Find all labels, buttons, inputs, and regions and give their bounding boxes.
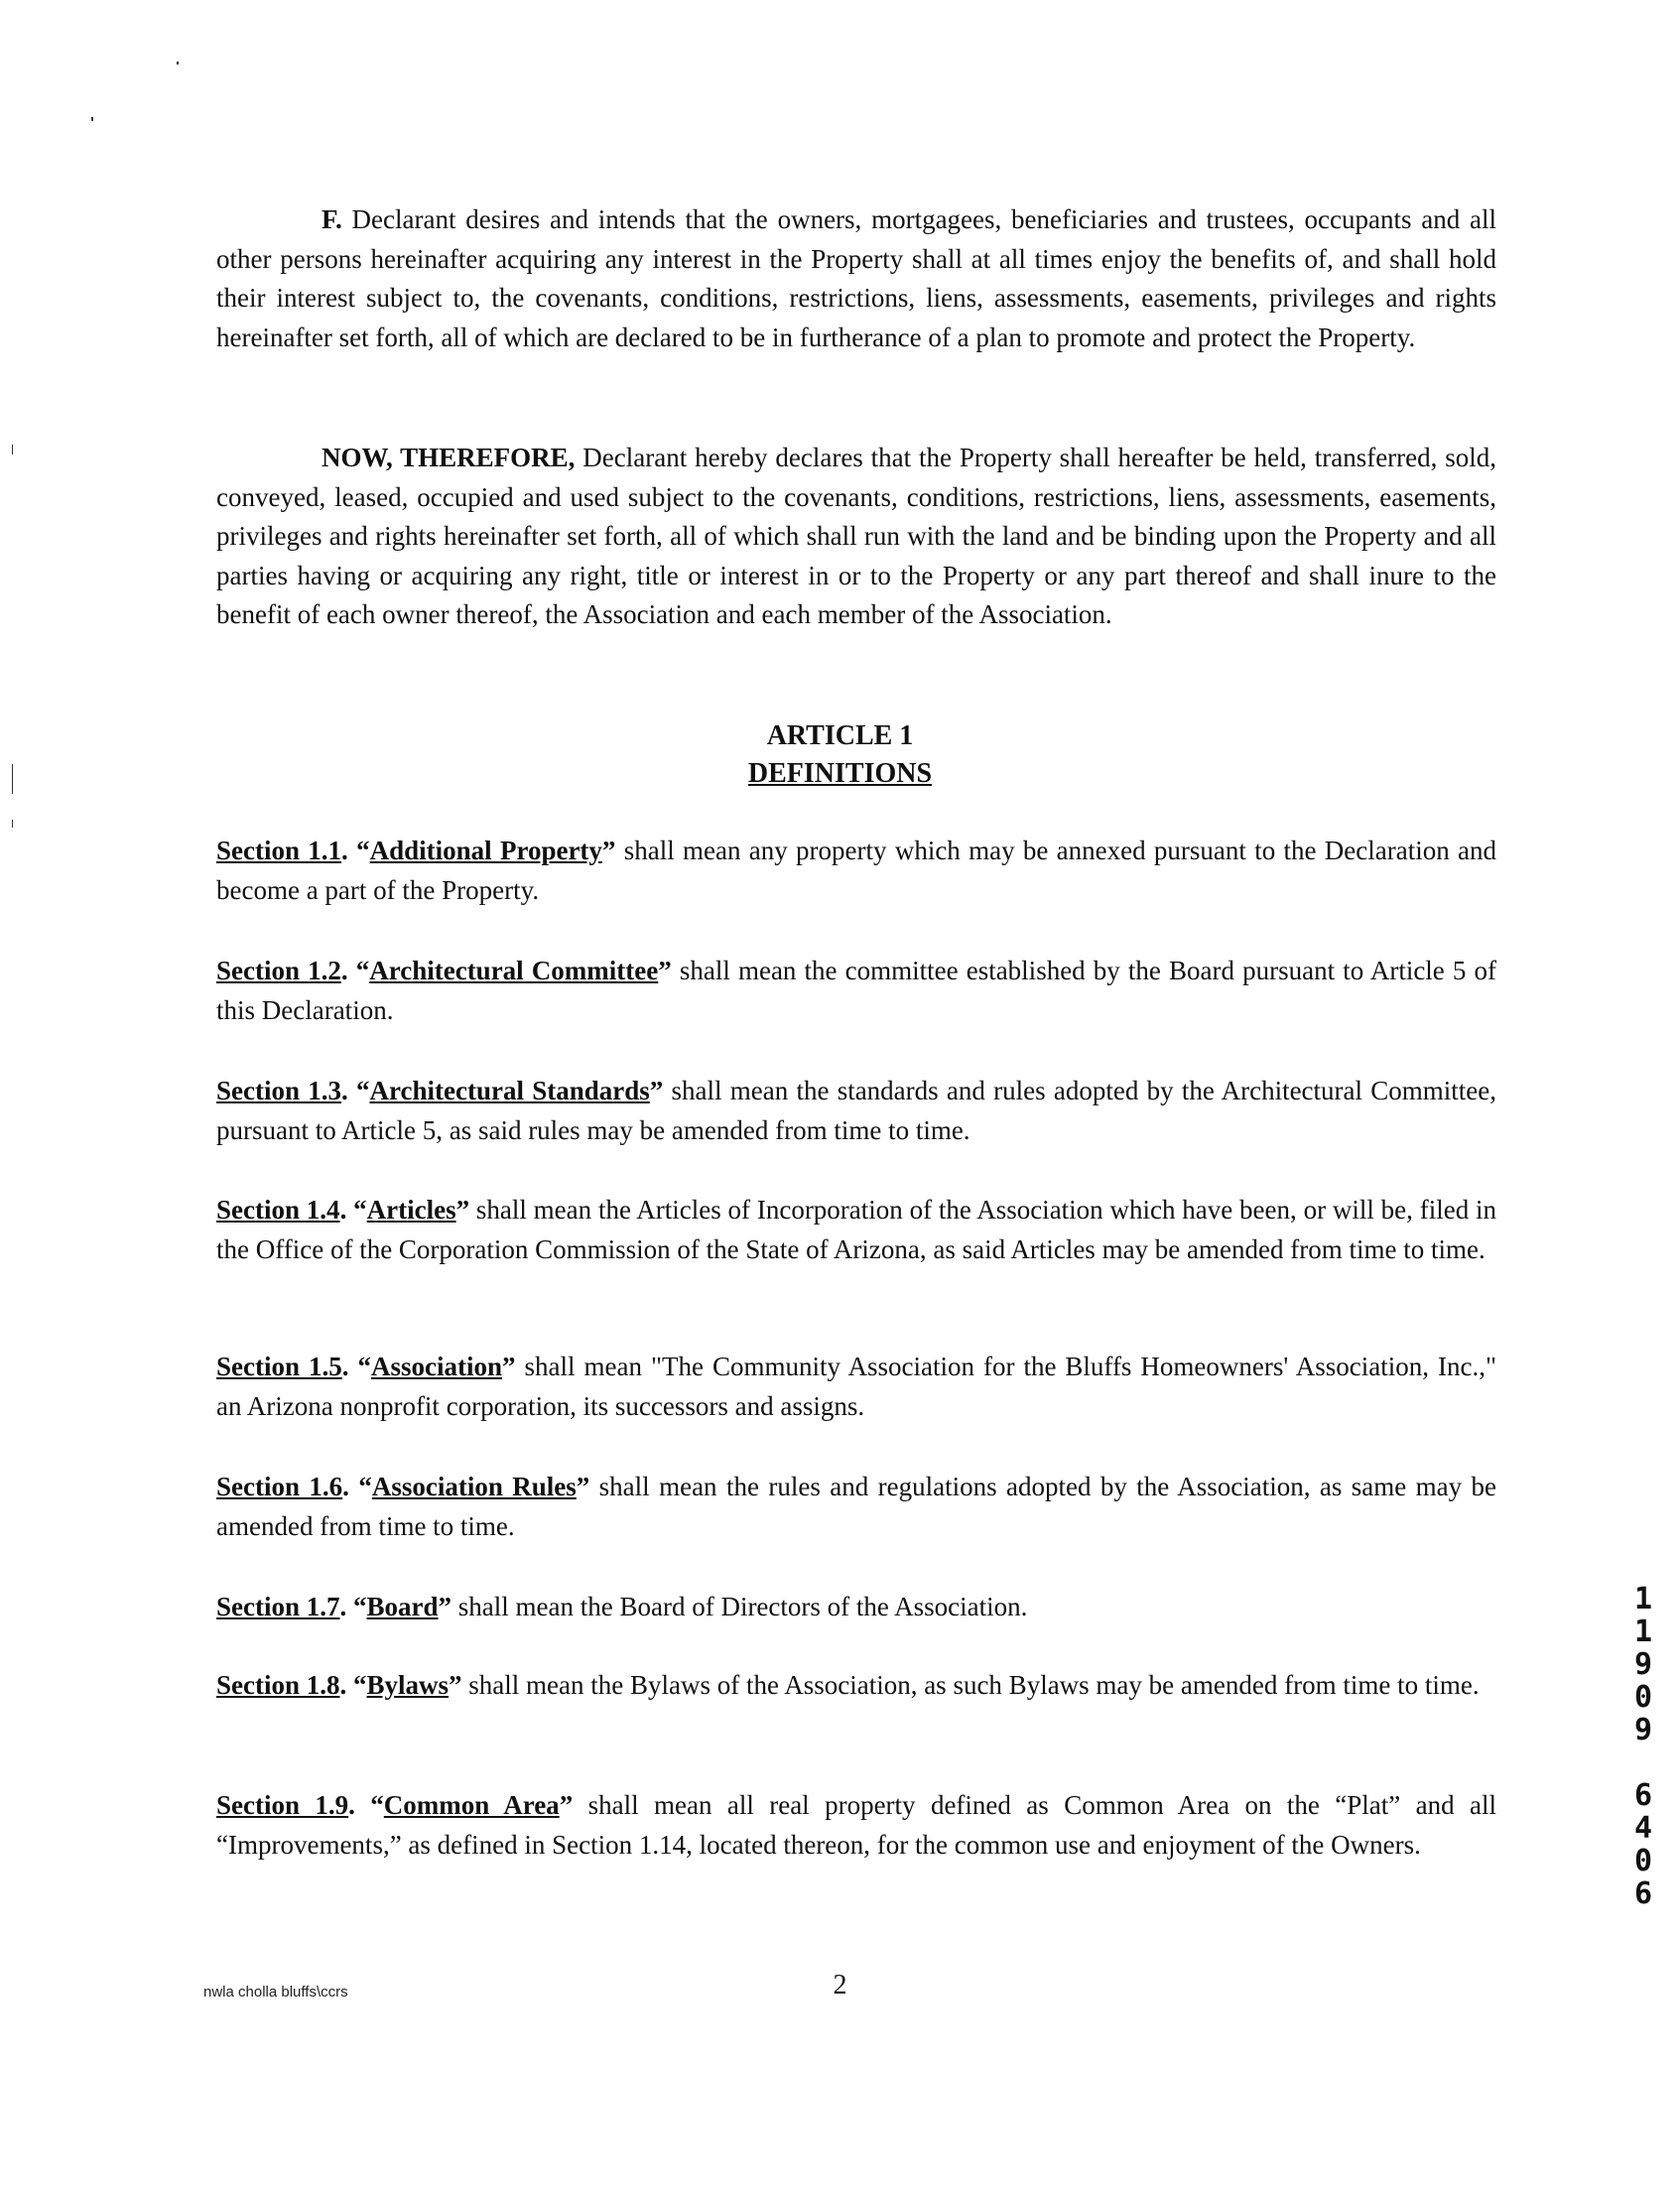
defined-term: Association Rules (371, 1472, 577, 1501)
page-number: 2 (833, 1970, 847, 2001)
section-label: Section 1.5 (216, 1352, 342, 1381)
defined-term: Bylaws (366, 1670, 450, 1700)
stamp-gap (1623, 1746, 1663, 1779)
section-label: Section 1.8 (216, 1670, 340, 1700)
section-text: shall mean the standards and rules adopted by the Architectural Committee, pursuant to Article 5, as said rules may be amended from time to time. (216, 1076, 1497, 1145)
section-1-7: Section 1.7. “Board” shall mean the Board of Directors of the Association. (216, 1592, 1028, 1621)
stamp-digit: 1 (1633, 1614, 1653, 1649)
now-therefore-lead: NOW, THEREFORE, (322, 443, 576, 472)
defined-term: Board (366, 1592, 439, 1621)
paragraph-f (216, 200, 1496, 357)
now-therefore-text: Declarant hereby declares that the Property shall hereafter be held, transferred, sold, conveyed, leased, occupied and used subject to the covenants, conditions, restrictions, liens, assessments, easements, privileges and rights hereinafter set forth, all of which shall run with the land and be binding upon the Property and all parties having or acquiring any right, title or interest in or to the Property or any part thereof and shall inure to the benefit of each owner thereof, the Association and each member of the Association. (216, 443, 1497, 629)
section-label: Section 1.6 (216, 1472, 343, 1501)
section-1-6: Section 1.6. “Association Rules” shall mean the rules and regulations adopted by the Association, as same may be amended from time to time. (216, 1472, 1497, 1541)
article-title: ARTICLE 1 (766, 720, 914, 751)
article-subtitle: DEFINITIONS (747, 758, 933, 789)
defined-term: Architectural Standards (369, 1076, 650, 1105)
scan-mark (12, 820, 13, 828)
section-label: Section 1.3 (216, 1076, 341, 1105)
stamp-digit: 0 (1633, 1844, 1653, 1878)
stamp-digit: 0 (1633, 1680, 1653, 1715)
section-1-4: Section 1.4. “Articles” shall mean the Articles of Incorporation of the Association which have been, or will be, filed in the Office of the Corporation Commission of the State of Arizona, as said Articles may be amended from time to time. (216, 1195, 1497, 1264)
stamp-digit: 1 (1633, 1582, 1653, 1616)
defined-term: Articles (366, 1195, 456, 1225)
section-text: shall mean the rules and regulations adopted by the Association, as same may be amended from time to time. (216, 1472, 1497, 1541)
scan-mark (91, 117, 93, 121)
section-label: Section 1.4 (216, 1195, 340, 1225)
stamp-digit: 4 (1633, 1811, 1653, 1846)
stamp-digit: 9 (1633, 1713, 1653, 1747)
recording-stamp (1623, 1583, 1663, 1910)
section-text: shall mean the Articles of Incorporation of the Association which have been, or will be, filed in the Office of the Corporation Commission of the State of Arizona, as said Articles may be amended from time to time. (216, 1195, 1497, 1264)
stamp-digit: 9 (1633, 1647, 1653, 1682)
defined-term: Additional Property (369, 836, 602, 865)
paragraph-f-text: Declarant desires and intends that the owners, mortgagees, beneficiaries and trustees, occupants and all other persons hereinafter acquiring any interest in the Property shall at all times enjoy the benefits of, and shall hold their interest subject to, the covenants, conditions, restrictions, liens, assessments, easements, privileges and rights hereinafter set forth, all of which are declared to be in furtherance of a plan to promote and protect the Property. (216, 204, 1497, 352)
section-1-5: Section 1.5. “Association” shall mean "The Community Association for the Bluffs Homeowners' Association, Inc.," an Arizona nonprofit corporation, its successors and assigns. (216, 1352, 1496, 1421)
section-1-9: Section 1.9. “Common Area” shall mean all real property defined as Common Area on the “Plat” and all “Improvements,” as defined in Section 1.14, located thereon, for the common use and enjoyment of the Owners. (216, 1790, 1496, 1860)
section-label: Section 1.1 (216, 836, 342, 865)
paragraph-now-therefore (216, 439, 1496, 635)
section-1-3: Section 1.3. “Architectural Standards” shall mean the standards and rules adopted by the Architectural Committee, pursuant to Article 5, as said rules may be amended from time to time. (216, 1076, 1497, 1145)
section-text: shall mean all real property defined as Common Area on the “Plat” and all “Improvements,” as defined in Section 1.14, located thereon, for the common use and enjoyment of the Owners. (216, 1790, 1496, 1860)
section-text: shall mean the Board of Directors of the Association. (452, 1592, 1028, 1621)
section-text: shall mean "The Community Association for the Bluffs Homeowners' Association, Inc.," an Arizona nonprofit corporation, its successors and assigns. (216, 1352, 1496, 1421)
defined-term: Architectural Committee (369, 956, 659, 985)
section-text: shall mean any property which may be annexed pursuant to the Declaration and become a part of the Property. (216, 836, 1496, 905)
section-label: Section 1.7 (216, 1592, 340, 1621)
scan-mark (12, 445, 13, 454)
section-text: shall mean the Bylaws of the Association, as such Bylaws may be amended from time to time. (461, 1670, 1480, 1700)
section-1-8: Section 1.8. “Bylaws” shall mean the Bylaws of the Association, as such Bylaws may be amended from time to time. (216, 1670, 1480, 1700)
stamp-digit: 6 (1633, 1778, 1653, 1813)
paragraph-f-letter: F. (322, 204, 342, 234)
defined-term: Association (371, 1352, 503, 1381)
section-text: shall mean the committee established by the Board pursuant to Article 5 of this Declaration. (216, 956, 1497, 1025)
section-label: Section 1.2 (216, 956, 341, 985)
stamp-digit: 6 (1633, 1876, 1653, 1911)
footer-file-reference: nwla cholla bluffs\ccrs (203, 1984, 348, 2001)
scan-mark (177, 62, 179, 65)
defined-term: Common Area (383, 1790, 560, 1820)
section-label: Section 1.9 (216, 1790, 349, 1820)
section-1-1: Section 1.1. “Additional Property” shall mean any property which may be annexed pursuant to the Declaration and become a part of the Property. (216, 836, 1496, 905)
section-1-2: Section 1.2. “Architectural Committee” shall mean the committee established by the Board pursuant to Article 5 of this Declaration. (216, 956, 1497, 1025)
